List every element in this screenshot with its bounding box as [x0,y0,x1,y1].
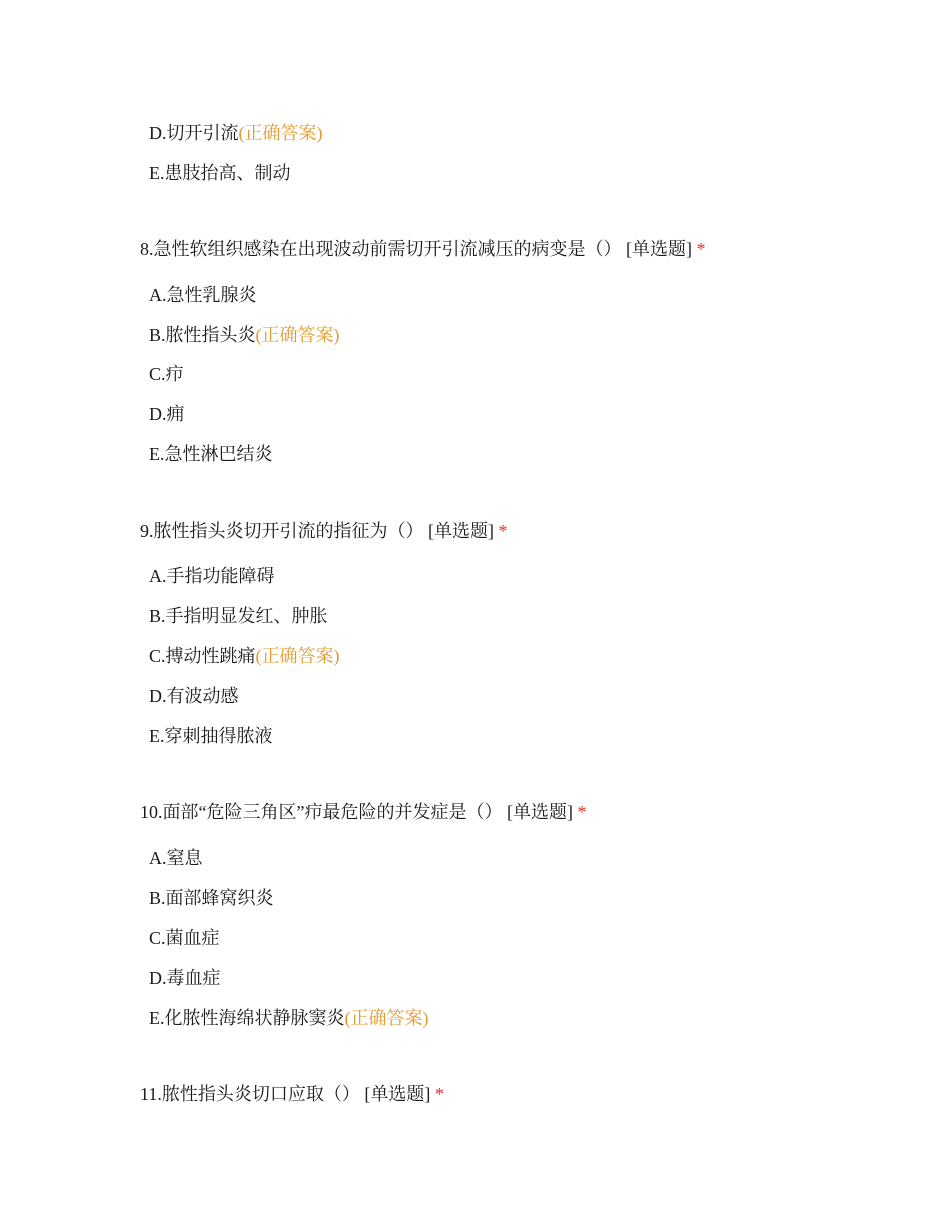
q8-option-e [149,442,273,466]
required-mark: * [434,1084,444,1104]
option-text: B.手指明显发红、肿胀 [149,606,328,626]
option-text: E.患肢抬高、制动 [149,163,291,183]
option-text: D.有波动感 [149,686,239,706]
option-text: C.菌血症 [149,928,220,948]
correct-answer-tag: (正确答案) [238,123,323,143]
q9-option-e [149,724,273,748]
q7-option-e [149,161,291,185]
option-text: E.急性淋巴结炎 [149,444,273,464]
correct-answer-tag: (正确答案) [255,325,340,345]
question-type: [单选题] [428,521,494,541]
option-text: A.窒息 [149,848,203,868]
correct-answer-tag: (正确答案) [344,1008,429,1028]
option-text: C.疖 [149,364,184,384]
option-text: C.搏动性跳痛 [149,646,256,666]
option-text: B.脓性指头炎 [149,325,256,345]
q10-option-c [149,926,220,950]
q8-option-b [149,323,340,347]
question-type: [单选题] [364,1084,431,1104]
option-text: A.急性乳腺炎 [149,285,257,305]
q10-option-e [149,1006,429,1030]
option-text: D.毒血症 [149,968,221,988]
required-mark: * [577,802,587,822]
question-type: [单选题] [626,239,692,259]
question-text: 9.脓性指头炎切开引流的指征为（） [140,521,424,541]
question-9-title [140,519,508,543]
q8-option-c [149,362,184,386]
option-text: D.痈 [149,404,185,424]
question-8-title [140,237,706,261]
q7-option-d [149,121,323,145]
question-text: 8.急性软组织感染在出现波动前需切开引流减压的病变是（） [140,239,622,259]
required-mark: * [696,239,706,259]
q8-option-d [149,402,185,426]
option-text: B.面部蜂窝织炎 [149,888,274,908]
required-mark: * [498,521,508,541]
option-text: E.穿刺抽得脓液 [149,726,273,746]
q10-option-d [149,966,221,990]
question-text: 11.脓性指头炎切口应取（） [140,1084,360,1104]
q9-option-c [149,644,340,668]
option-text: D.切开引流 [149,123,239,143]
q9-option-d [149,684,239,708]
question-10-title [140,800,586,824]
option-text: A.手指功能障碍 [149,566,275,586]
q9-option-a [149,564,275,588]
correct-answer-tag: (正确答案) [255,646,340,666]
q10-option-b [149,886,274,910]
question-11-title [140,1082,444,1106]
q8-option-a [149,283,257,307]
question-text: 10.面部“危险三角区”疖最危险的并发症是（） [140,802,503,822]
q9-option-b [149,604,328,628]
option-text: E.化脓性海绵状静脉窦炎 [149,1008,345,1028]
q10-option-a [149,846,203,870]
question-type: [单选题] [506,802,573,822]
